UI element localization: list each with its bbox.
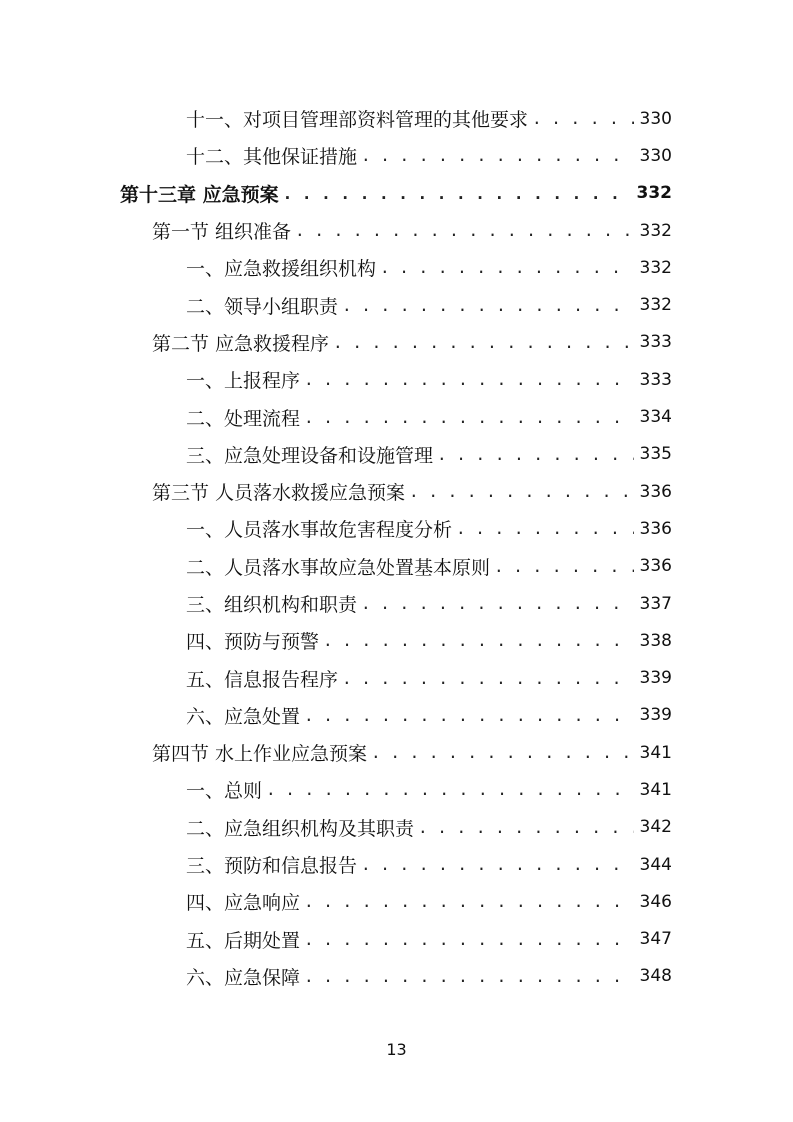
toc-entry-page: 330 <box>639 108 672 129</box>
toc-entry-item[interactable] <box>0 883 793 920</box>
toc-entry-page: 332 <box>639 220 672 241</box>
dot-leader <box>304 408 634 427</box>
toc-entry-item[interactable] <box>0 510 793 547</box>
toc-entry-item[interactable] <box>0 548 793 585</box>
toc-entry-page: 336 <box>639 518 672 539</box>
toc-entry-title: 二、应急组织机构及其职责 <box>186 817 415 840</box>
toc-entry-item[interactable] <box>0 585 793 622</box>
dot-leader <box>295 221 634 240</box>
toc-entry-item[interactable] <box>0 771 793 808</box>
dot-leader <box>333 333 634 352</box>
toc-entry-page: 333 <box>639 369 672 390</box>
toc-entry-title: 一、总则 <box>186 780 263 803</box>
toc-entry-page: 337 <box>639 593 672 614</box>
toc-entry-title: 三、组织机构和职责 <box>186 594 358 616</box>
dot-leader <box>304 967 634 986</box>
dot-leader <box>456 519 634 538</box>
toc-entry-title: 六、应急处置 <box>186 705 301 728</box>
toc-entry-item[interactable] <box>0 622 793 659</box>
toc-entry-title: 一、人员落水事故危害程度分析 <box>186 519 453 542</box>
toc-entry-title: 第一节 组织准备 <box>152 221 292 244</box>
dot-leader <box>409 482 634 501</box>
toc-entry-title: 一、上报程序 <box>186 370 301 393</box>
toc-entry-item[interactable] <box>0 958 793 995</box>
toc-entry-page: 339 <box>639 668 672 689</box>
toc-entry-title: 五、后期处置 <box>186 929 301 952</box>
dot-leader <box>304 892 634 911</box>
toc-entry-section[interactable] <box>0 473 793 510</box>
dot-leader <box>437 445 634 464</box>
dot-leader <box>283 184 631 203</box>
toc-entry-page: 334 <box>639 407 672 428</box>
toc-entry-page: 341 <box>639 779 672 800</box>
toc-entry-page: 344 <box>639 854 672 875</box>
toc-entry-item[interactable] <box>0 361 793 398</box>
toc-entry-page: 333 <box>639 332 672 353</box>
toc-entry-item[interactable] <box>0 436 793 473</box>
toc-entry-title: 六、应急保障 <box>186 966 301 989</box>
dot-leader <box>361 146 634 165</box>
toc-entry-page: 332 <box>639 295 672 316</box>
toc-entry-item[interactable] <box>0 249 793 286</box>
toc-entry-title: 四、应急响应 <box>186 892 301 915</box>
dot-leader <box>342 296 634 315</box>
toc-entry-page: 342 <box>639 817 672 838</box>
toc-entry-page: 347 <box>639 929 672 950</box>
dot-leader <box>371 743 634 762</box>
dot-leader <box>361 594 634 613</box>
toc-entry-title: 第四节 水上作业应急预案 <box>152 743 368 766</box>
dot-leader <box>323 631 634 650</box>
toc-entry-item[interactable] <box>0 921 793 958</box>
toc-entry-item[interactable] <box>0 659 793 696</box>
toc-entry-title: 十二、其他保证措施 <box>186 146 358 169</box>
toc-entry-item[interactable] <box>0 697 793 734</box>
dot-leader <box>532 109 634 128</box>
toc-entry-page: 348 <box>639 966 672 987</box>
toc-entry-page: 341 <box>639 742 672 763</box>
toc-entry-title: 第十三章 应急预案 <box>120 183 279 206</box>
toc-entry-title: 四、预防与预警 <box>186 631 320 654</box>
toc-entry-section[interactable] <box>0 734 793 771</box>
toc-entry-title: 第二节 应急救援程序 <box>152 332 330 355</box>
toc-entry-chapter[interactable] <box>0 175 793 212</box>
dot-leader <box>380 258 634 277</box>
toc-entry-page: 335 <box>639 444 672 465</box>
toc-entry-title: 二、人员落水事故应急处置基本原则 <box>186 556 491 579</box>
toc-entry-title: 五、信息报告程序 <box>186 668 339 691</box>
toc-entry-item[interactable] <box>0 398 793 435</box>
toc-entry-title: 第三节 人员落水救援应急预案 <box>152 482 406 505</box>
dot-leader <box>361 855 634 874</box>
toc-entry-page: 339 <box>639 705 672 726</box>
dot-leader <box>266 780 634 799</box>
toc-entry-item[interactable] <box>0 137 793 174</box>
toc-entry-title: 三、应急处理设备和设施管理 <box>186 444 434 467</box>
table-of-contents <box>0 100 793 995</box>
dot-leader <box>494 557 634 576</box>
dot-leader <box>304 706 634 725</box>
dot-leader <box>418 818 634 837</box>
toc-entry-item[interactable] <box>0 809 793 846</box>
toc-entry-title: 一、应急救援组织机构 <box>186 258 377 281</box>
toc-entry-item[interactable] <box>0 846 793 883</box>
toc-entry-page: 338 <box>639 630 672 651</box>
toc-entry-page: 332 <box>639 257 672 278</box>
toc-entry-item[interactable] <box>0 286 793 323</box>
toc-entry-title: 二、领导小组职责 <box>186 295 339 318</box>
toc-entry-section[interactable] <box>0 324 793 361</box>
toc-entry-page: 336 <box>639 481 672 502</box>
toc-entry-title: 二、处理流程 <box>186 407 301 430</box>
dot-leader <box>342 669 634 688</box>
toc-entry-page: 346 <box>639 891 672 912</box>
page-number: 13 <box>386 1040 407 1059</box>
toc-entry-item[interactable] <box>0 100 793 137</box>
toc-entry-section[interactable] <box>0 212 793 249</box>
toc-entry-page: 330 <box>639 145 672 166</box>
toc-entry-page: 332 <box>636 183 672 204</box>
toc-entry-title: 三、预防和信息报告 <box>186 855 358 878</box>
dot-leader <box>304 930 634 949</box>
toc-entry-page: 336 <box>639 556 672 577</box>
toc-entry-title: 十一、对项目管理部资料管理的其他要求 <box>186 109 529 132</box>
dot-leader <box>304 370 634 389</box>
